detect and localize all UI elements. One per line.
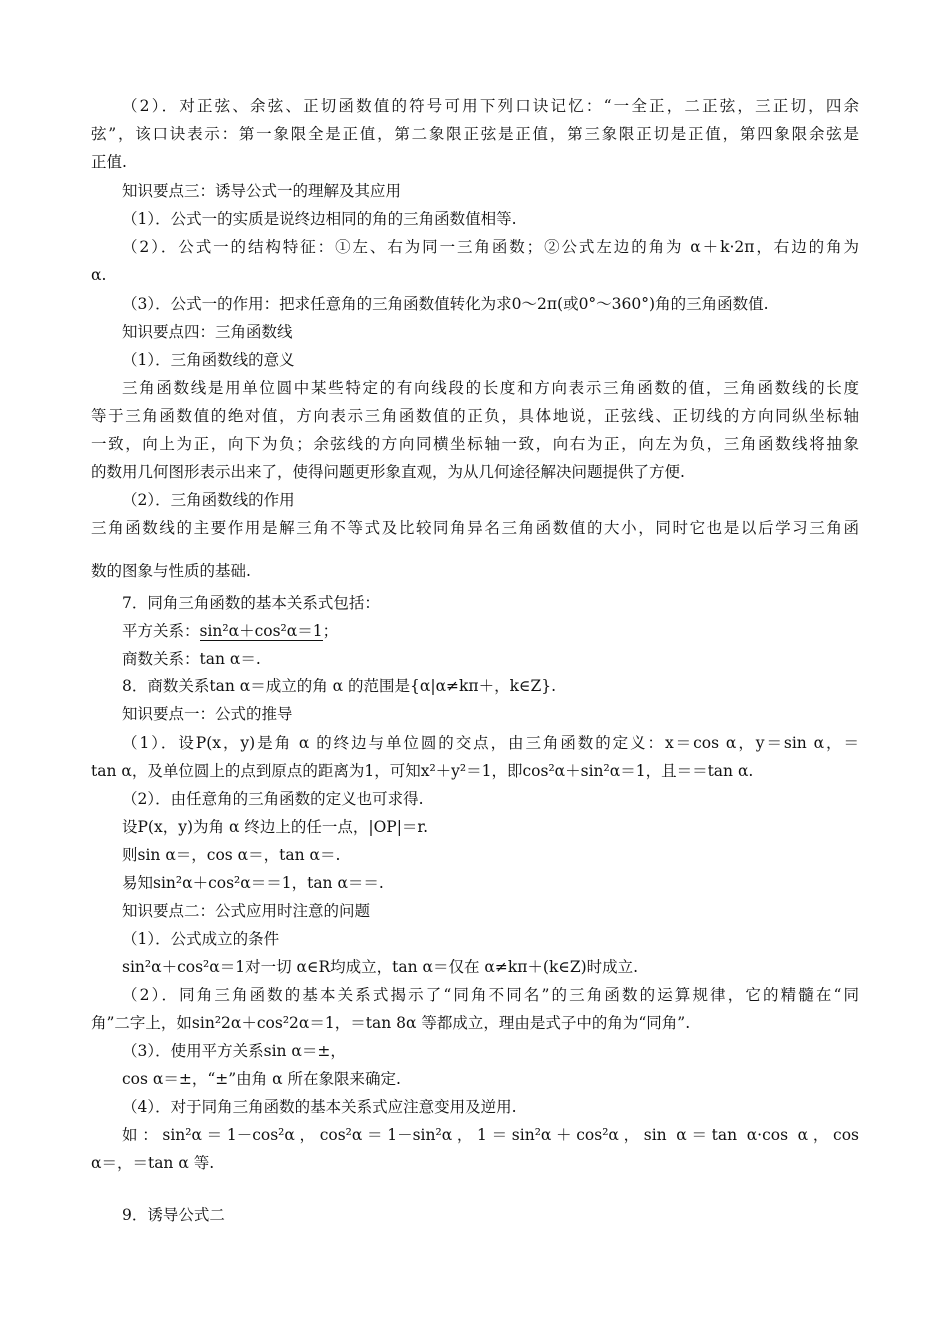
text-line: α＝，＝tan α 等.: [91, 1154, 215, 1172]
text-line: sin²α＋cos²α＝1对一切 α∈R均成立，tan α＝仅在 α≠kπ＋(k∈Z)时成立.: [122, 958, 639, 976]
text-line: 角”二字上，如sin²2α＋cos²2α＝1，＝tan 8α 等都成立，理由是式子中的角为“同角”.: [91, 1014, 691, 1032]
text-line: （1）．三角函数线的意义: [122, 351, 295, 369]
text-line: 数的图象与性质的基础.: [91, 562, 251, 580]
text-line: α.: [91, 266, 107, 284]
text-line: （2）．公式一的结构特征：①左、右为同一三角函数；②公式左边的角为 α＋k·2π，右边的角为: [122, 238, 859, 256]
text-line: （3）．公式一的作用：把求任意角的三角函数值转化为求0～2π(或0°～360°)角的三角函数值.: [122, 295, 769, 313]
section-heading: 8．商数关系tan α＝成立的角 α 的范围是{α|α≠kπ＋，k∈Z}.: [122, 677, 557, 695]
section-heading: 知识要点二：公式应用时注意的问题: [122, 902, 371, 920]
text-line: 三角函数线是用单位圆中某些特定的有向线段的长度和方向表示三角函数的值，三角函数线的长度: [122, 379, 859, 397]
text-line: 弦”，该口诀表示：第一象限全是正值，第二象限正弦是正值，第三象限正切是正值，第四象限余弦是: [91, 125, 859, 143]
text-line: （3）．使用平方关系sin α＝±，: [122, 1042, 346, 1060]
text-line: 如：sin²α＝1－cos²α，cos²α＝1－sin²α，1＝sin²α＋cos²α，sin α＝tan α·cos α，cos: [122, 1126, 859, 1144]
text-line: （1）．设P(x，y)是角 α 的终边与单位圆的交点，由三角函数的定义：x＝cos α，y＝sin α，＝: [122, 734, 859, 752]
text-line: 等于三角函数值的绝对值，方向表示三角函数值的正负，具体地说，正弦线、正切线的方向同纵坐标轴: [91, 407, 859, 425]
text-line: （4）．对于同角三角函数的基本关系式应注意变用及逆用.: [122, 1098, 517, 1116]
text-line: （2）．三角函数线的作用: [122, 491, 295, 509]
text-line: 设P(x，y)为角 α 终边上的任一点，|OP|＝r.: [122, 818, 429, 836]
formula-underlined: sin²α＋cos²α＝1: [199, 622, 323, 640]
text-line: 商数关系：tan α＝.: [122, 650, 261, 668]
text-line: 正值.: [91, 153, 127, 171]
text-line: （2）．由任意角的三角函数的定义也可求得.: [122, 790, 424, 808]
text-line: （2）．对正弦、余弦、正切函数值的符号可用下列口诀记忆：“一全正，二正弦，三正切，四余: [122, 97, 859, 115]
section-heading: 9．诱导公式二: [122, 1206, 225, 1224]
label: 平方关系：: [122, 622, 200, 640]
text-line: tan α，及单位圆上的点到原点的距离为1，可知x²＋y²＝1，即cos²α＋sin²α＝1，且＝＝tan α.: [91, 762, 754, 780]
section-heading: 知识要点四：三角函数线: [122, 323, 293, 341]
text-line: cos α＝±，“±”由角 α 所在象限来确定.: [122, 1070, 401, 1088]
section-heading: 知识要点三：诱导公式一的理解及其应用: [122, 182, 402, 200]
text-line: 的数用几何图形表示出来了，使得问题更形象直观，为从几何途径解决问题提供了方便.: [91, 463, 685, 481]
text-line: （2）．同角三角函数的基本关系式揭示了“同角不同名”的三角函数的运算规律，它的精髓在“同: [122, 986, 859, 1004]
text-line: 则sin α＝，cos α＝，tan α＝.: [122, 846, 341, 864]
text-line: （1）．公式成立的条件: [122, 930, 280, 948]
text-line: （1）．公式一的实质是说终边相同的角的三角函数值相等.: [122, 210, 517, 228]
text-line: 易知sin²α＋cos²α＝＝1，tan α＝＝.: [122, 874, 384, 892]
text-line: 三角函数线的主要作用是解三角不等式及比较同角异名三角函数值的大小，同时它也是以后学习三角函: [91, 519, 859, 537]
section-heading: 7．同角三角函数的基本关系式包括：: [122, 594, 380, 612]
text-line: 一致，向上为正，向下为负；余弦线的方向同横坐标轴一致，向右为正，向左为负，三角函数线将抽象: [91, 435, 859, 453]
punct: ；: [322, 622, 339, 640]
section-heading: 知识要点一：公式的推导: [122, 705, 293, 723]
text-line: [122, 621, 338, 641]
